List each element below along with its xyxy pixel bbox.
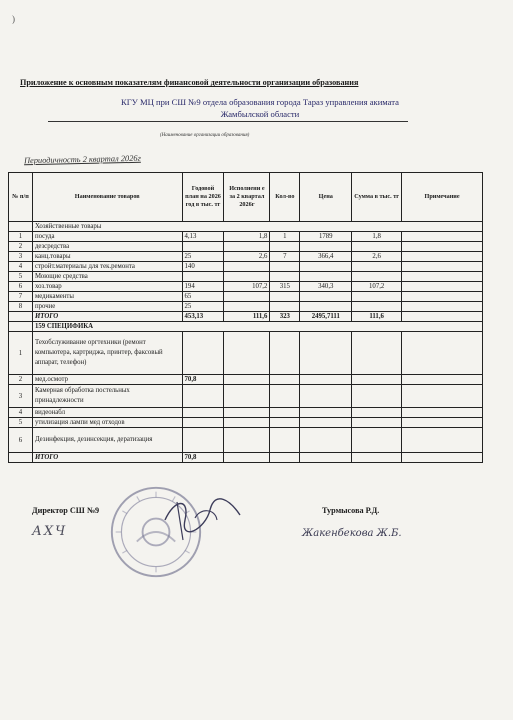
table-row xyxy=(9,302,483,312)
cell-note xyxy=(402,272,483,282)
cell-sum xyxy=(352,262,402,272)
total-plan: 70,8 xyxy=(182,453,224,463)
cell-note xyxy=(402,282,483,292)
total-qty: 323 xyxy=(270,312,300,322)
cell-price xyxy=(300,262,352,272)
cell-plan: 140 xyxy=(182,262,224,272)
cell-exec xyxy=(224,292,270,302)
cell-no: 7 xyxy=(9,292,33,302)
cell-name: дезсредства xyxy=(32,242,182,252)
cell-sum xyxy=(352,302,402,312)
table-row xyxy=(9,252,483,262)
table-row xyxy=(9,262,483,272)
cell-qty: 1 xyxy=(270,232,300,242)
cell-qty: 315 xyxy=(270,282,300,292)
cell-sum: 107,2 xyxy=(352,282,402,292)
cell-name: медикаменты xyxy=(32,292,182,302)
cell-no: 1 xyxy=(9,232,33,242)
period-label: Периодичность 2 квартал 2026г xyxy=(23,153,141,166)
cell-name: Дезинфекция, дезинсекция, дератизация xyxy=(32,428,182,453)
table-row xyxy=(9,242,483,252)
cell-plan: 4,13 xyxy=(182,232,224,242)
total-label: ИТОГО xyxy=(32,312,182,322)
cell-sum xyxy=(352,292,402,302)
cell-name: посуда xyxy=(32,232,182,242)
organization-caption: (Наименование организации образования) xyxy=(160,133,250,138)
cell-plan: 25 xyxy=(182,302,224,312)
table-header-row xyxy=(9,173,483,222)
cell-no: 8 xyxy=(9,302,33,312)
total-plan: 453,13 xyxy=(182,312,224,322)
cell-plan xyxy=(182,242,224,252)
section-title: Хозяйственные товары xyxy=(32,222,482,232)
document-title: Приложение к основным показателям финансовой деятельности организации образования xyxy=(20,78,359,87)
table-row xyxy=(9,428,483,453)
cell-sum xyxy=(352,242,402,252)
cell-plan xyxy=(182,408,224,418)
cell-price: 1789 xyxy=(300,232,352,242)
cell-name: канц.товары xyxy=(32,252,182,262)
cell-qty xyxy=(270,292,300,302)
cell-price xyxy=(300,302,352,312)
cell-plan xyxy=(182,428,224,453)
cell-exec xyxy=(224,242,270,252)
cell-no: 6 xyxy=(9,428,33,453)
cell-sum: 2,6 xyxy=(352,252,402,262)
cell-price xyxy=(300,242,352,252)
cell-plan xyxy=(182,272,224,282)
total-exec: 111,6 xyxy=(224,312,270,322)
cell-no: 3 xyxy=(9,385,33,408)
table-row xyxy=(9,332,483,375)
cell-name: Техобслуживание оргтехники (ремонт компьютера, картриджа, принтер, факсовый аппарат, телефон) xyxy=(32,332,182,375)
cell-name: стройт.материалы для тек.ремонта xyxy=(32,262,182,272)
cell-qty xyxy=(270,262,300,272)
total-sum: 111,6 xyxy=(352,312,402,322)
cell-no: 3 xyxy=(9,252,33,262)
cell-plan: 70,8 xyxy=(182,375,224,385)
col-header-exec: Исполнени е за 2 квартал 2026г xyxy=(224,173,270,222)
cell-plan: 25 xyxy=(182,252,224,262)
table-row xyxy=(9,272,483,282)
col-header-sum: Сумма в тыс. тг xyxy=(352,173,402,222)
handwritten-note-right: Жакенбекова Ж.Б. xyxy=(302,528,402,539)
col-header-name: Наименование товаров xyxy=(32,173,182,222)
cell-plan xyxy=(182,385,224,408)
table-row xyxy=(9,232,483,242)
cell-exec xyxy=(224,262,270,272)
cell-name: Моющие средства xyxy=(32,272,182,282)
cell-name: видеонабл xyxy=(32,408,182,418)
cell-note xyxy=(402,262,483,272)
director-name: Турмысова Р.Д. xyxy=(322,506,380,515)
cell-exec: 107,2 xyxy=(224,282,270,292)
cell-qty xyxy=(270,302,300,312)
cell-exec: 2,6 xyxy=(224,252,270,262)
cell-sum: 1,8 xyxy=(352,232,402,242)
col-header-qty: Кол-во xyxy=(270,173,300,222)
total-label: ИТОГО xyxy=(32,453,182,463)
col-header-price: Цена xyxy=(300,173,352,222)
cell-note xyxy=(402,252,483,262)
section-row xyxy=(9,322,483,332)
cell-qty xyxy=(270,242,300,252)
cell-name: Камерная обработка постельных принадлежности xyxy=(32,385,182,408)
cell-price xyxy=(300,292,352,302)
section-row xyxy=(9,222,483,232)
cell-no: 1 xyxy=(9,332,33,375)
cell-exec xyxy=(224,302,270,312)
handwritten-note-left: АХЧ xyxy=(32,524,68,539)
organization-name xyxy=(60,96,460,120)
cell-note xyxy=(402,232,483,242)
col-header-plan: Годовой план на 2026 год в тыс. тг xyxy=(182,173,224,222)
cell-name: прочие xyxy=(32,302,182,312)
cell-note xyxy=(402,292,483,302)
cell-note xyxy=(402,242,483,252)
cell-qty xyxy=(270,272,300,282)
section-title: 159 СПЕЦИФИКА xyxy=(32,322,482,332)
cell-name: утилизация лампи мед отходов xyxy=(32,418,182,428)
table-row xyxy=(9,408,483,418)
organization-line-1: КГУ МЦ при СШ №9 отдела образования города Тараз управления акимата xyxy=(121,97,399,107)
cell-price: 366,4 xyxy=(300,252,352,262)
cell-no: 4 xyxy=(9,408,33,418)
corner-mark: ) xyxy=(12,14,15,24)
cell-sum xyxy=(352,272,402,282)
table-row xyxy=(9,385,483,408)
director-signature-icon xyxy=(155,490,245,550)
cell-no: 6 xyxy=(9,282,33,292)
cell-plan xyxy=(182,418,224,428)
table-row xyxy=(9,375,483,385)
organization-line-2: Жамбылской области xyxy=(220,109,300,119)
cell-plan: 194 xyxy=(182,282,224,292)
table-row xyxy=(9,418,483,428)
col-header-no: № п/п xyxy=(9,173,33,222)
cell-plan xyxy=(182,332,224,375)
cell-plan: 65 xyxy=(182,292,224,302)
cell-name: хоз.товар xyxy=(32,282,182,292)
cell-price xyxy=(300,272,352,282)
cell-no: 5 xyxy=(9,418,33,428)
cell-exec xyxy=(224,272,270,282)
director-label: Директор СШ №9 xyxy=(32,506,100,515)
col-header-note: Примечание xyxy=(402,173,483,222)
cell-no: 4 xyxy=(9,262,33,272)
table-row xyxy=(9,282,483,292)
total-row xyxy=(9,312,483,322)
organization-underline xyxy=(48,121,408,122)
cell-qty: 7 xyxy=(270,252,300,262)
cell-exec: 1,8 xyxy=(224,232,270,242)
cell-price: 340,3 xyxy=(300,282,352,292)
table-row xyxy=(9,292,483,302)
cell-note xyxy=(402,302,483,312)
total-row xyxy=(9,453,483,463)
cell-no: 2 xyxy=(9,242,33,252)
total-price: 2495,7111 xyxy=(300,312,352,322)
cell-no: 5 xyxy=(9,272,33,282)
cell-name: мед.осмотр xyxy=(32,375,182,385)
goods-table xyxy=(8,172,483,463)
cell-no: 2 xyxy=(9,375,33,385)
